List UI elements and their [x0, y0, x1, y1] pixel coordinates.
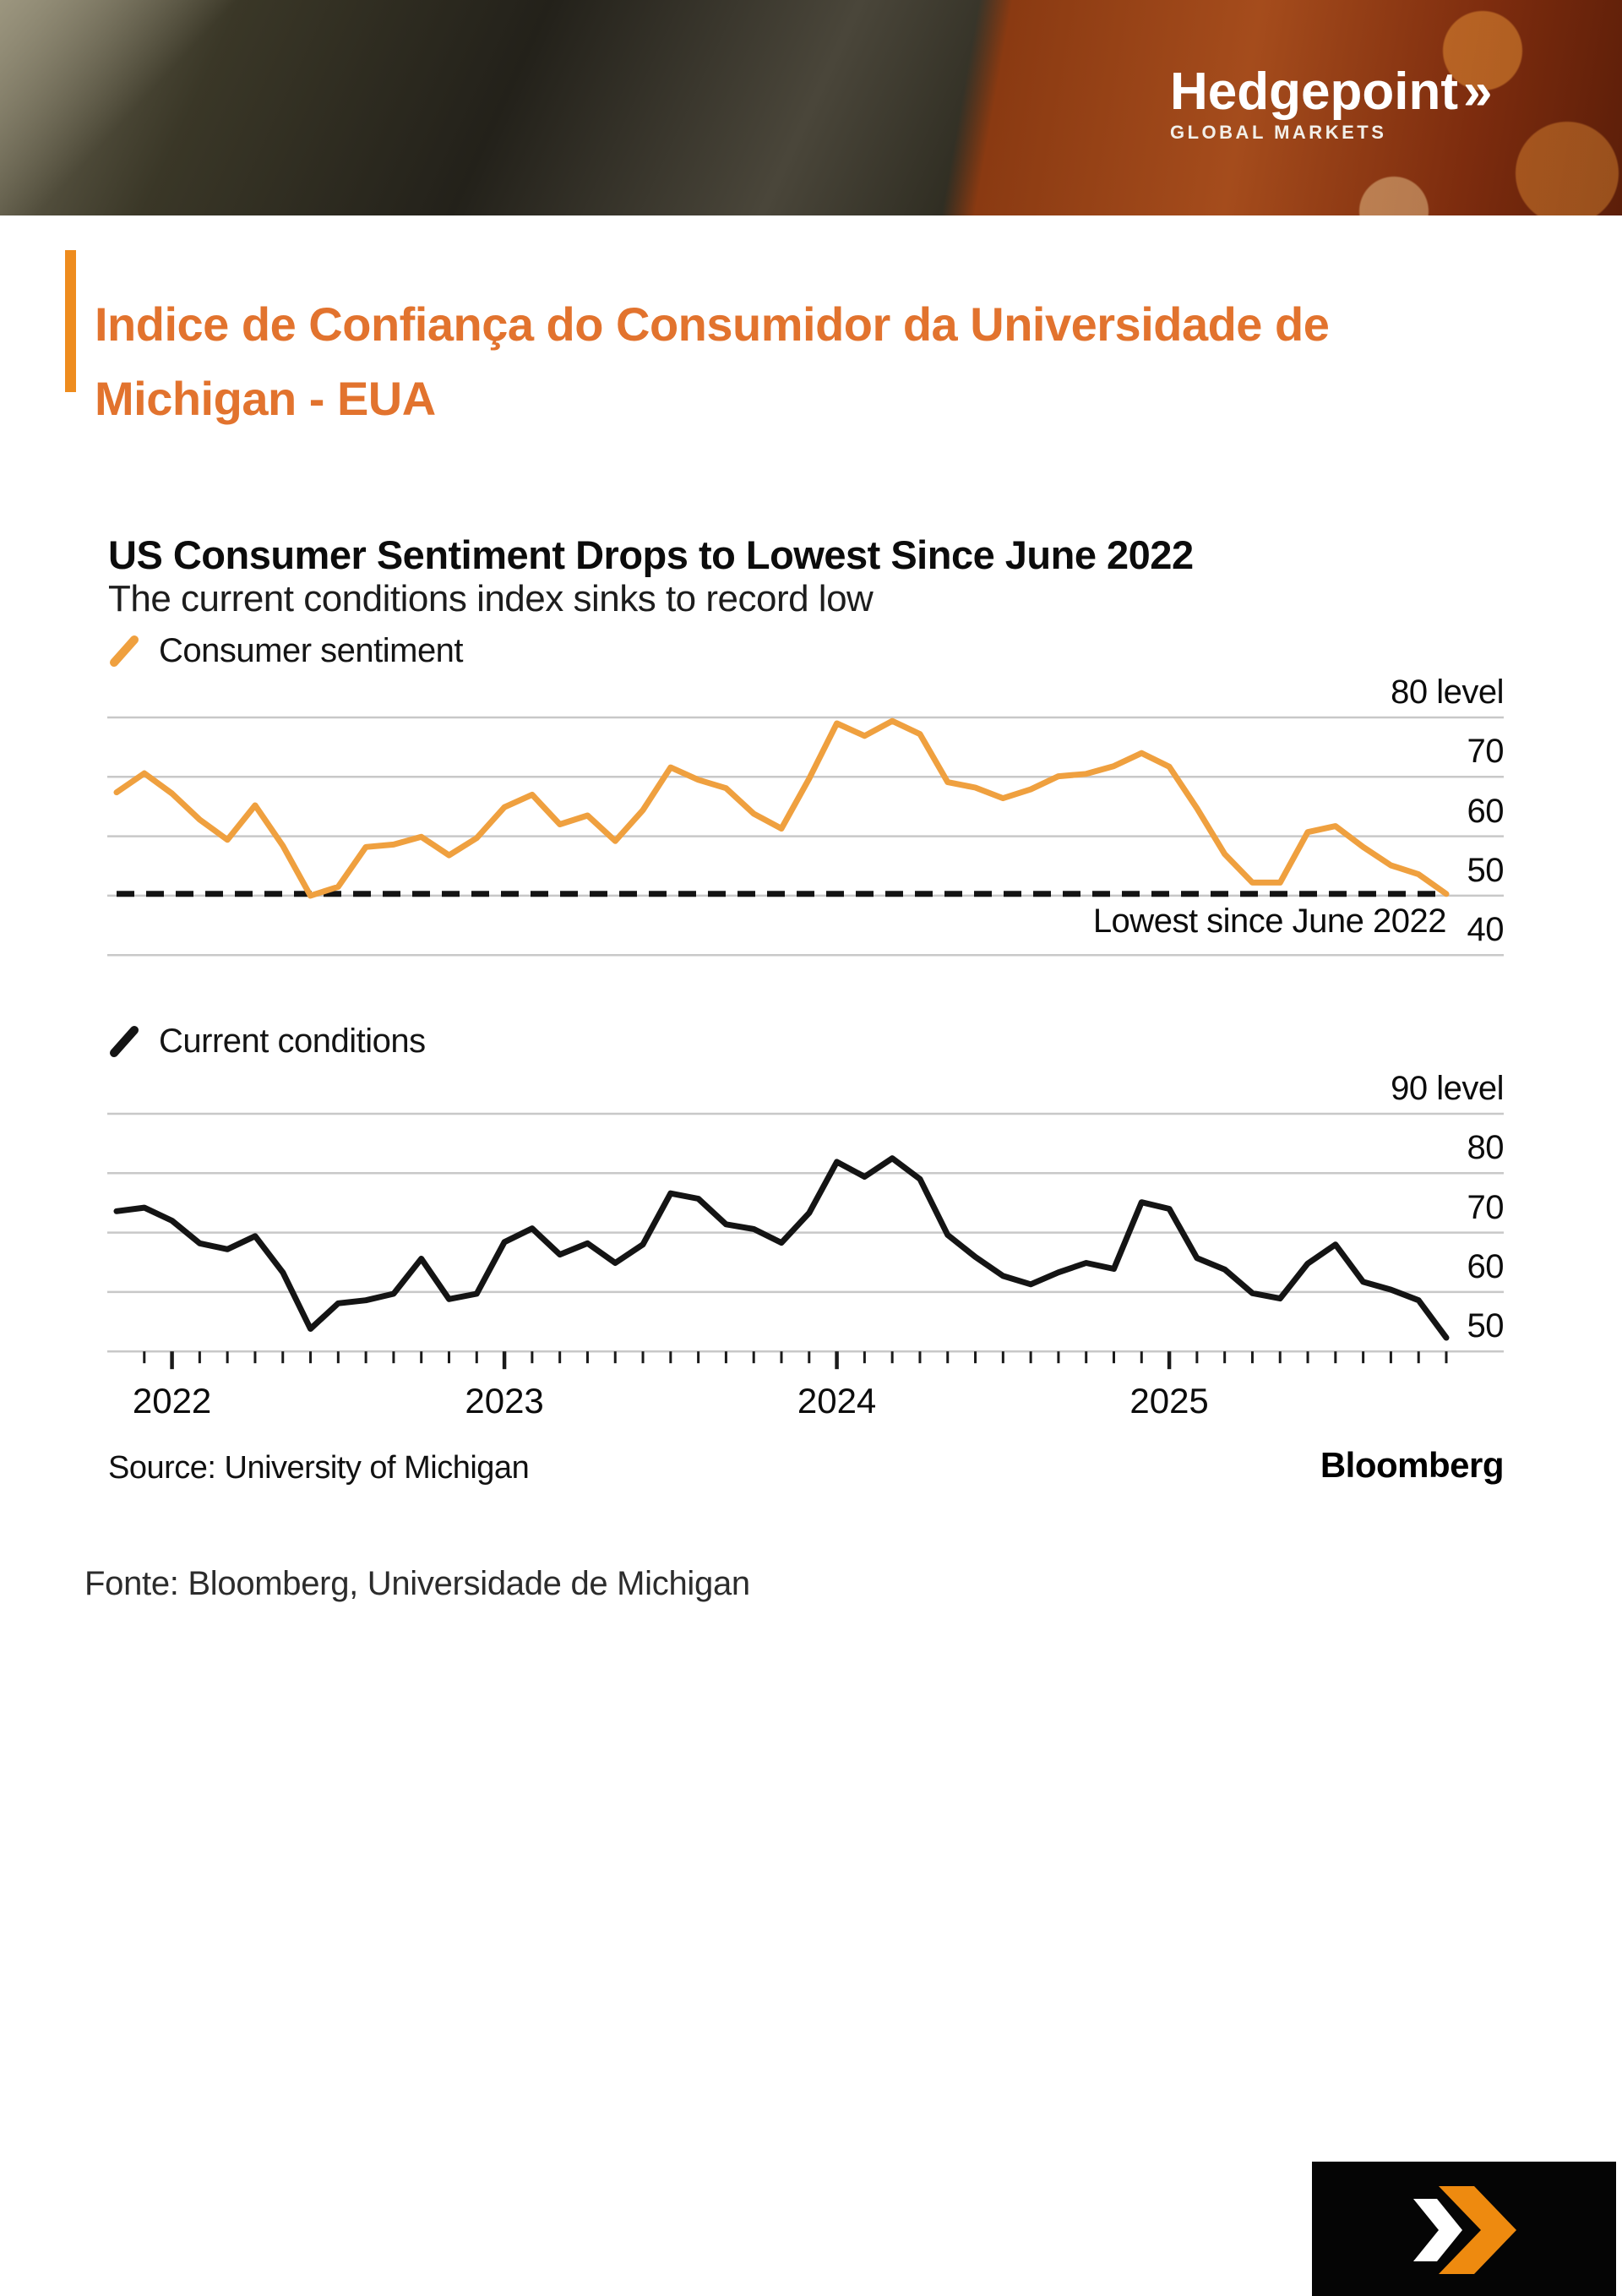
page-title: [95, 287, 1556, 436]
x-axis-year-label: 2025: [1129, 1381, 1209, 1421]
y-axis-tick-label: 80 level: [1391, 674, 1504, 711]
footnote: Fonte: Bloomberg, Universidade de Michigan: [84, 1565, 750, 1602]
x-axis-year-label: 2024: [797, 1381, 877, 1421]
legend-consumer-sentiment: [108, 632, 463, 669]
page-title-line1: Indice de Confiança do Consumidor da Universidade de: [95, 297, 1330, 351]
y-axis-tick-label: 60: [1467, 1247, 1504, 1285]
bloomberg-logo: Bloomberg: [1320, 1445, 1504, 1485]
legend-label: Consumer sentiment: [159, 631, 464, 669]
x-axis-year-label: 2023: [465, 1381, 544, 1421]
y-axis-tick-label: 50: [1467, 851, 1504, 889]
reference-line-annotation: Lowest since June 2022: [1092, 903, 1446, 940]
legend-label: Current conditions: [159, 1022, 426, 1060]
header-banner: [0, 0, 1622, 215]
brand-name: Hedgepoint: [1170, 63, 1458, 121]
y-axis-tick-label: 80: [1467, 1129, 1504, 1167]
page-title-line2: Michigan - EUA: [95, 371, 436, 425]
hedgepoint-logo: [1170, 63, 1493, 144]
black-line-swatch-icon: [108, 1023, 144, 1059]
y-axis-tick-label: 70: [1467, 1188, 1504, 1226]
brand-tagline: GLOBAL MARKETS: [1170, 122, 1387, 143]
double-chevron-icon: »: [1462, 63, 1493, 121]
y-axis-tick-label: 60: [1467, 792, 1504, 830]
chart-subtitle: The current conditions index sinks to record low: [108, 578, 874, 619]
legend-current-conditions: [108, 1023, 426, 1060]
source-label: Source: University of Michigan: [108, 1450, 530, 1486]
orange-line-swatch-icon: [108, 633, 144, 668]
y-axis-tick-label: 40: [1467, 911, 1504, 949]
x-axis-year-label: 2022: [132, 1381, 212, 1421]
footer-logo-block: [1312, 2162, 1616, 2296]
y-axis-tick-label: 50: [1467, 1307, 1504, 1345]
y-axis-tick-label: 90 level: [1391, 1070, 1504, 1107]
chart-title: US Consumer Sentiment Drops to Lowest Since June 2022: [108, 532, 1194, 577]
y-axis-tick-label: 70: [1467, 733, 1504, 771]
title-accent-bar: [65, 250, 76, 392]
double-chevron-icon: [1312, 2162, 1616, 2296]
